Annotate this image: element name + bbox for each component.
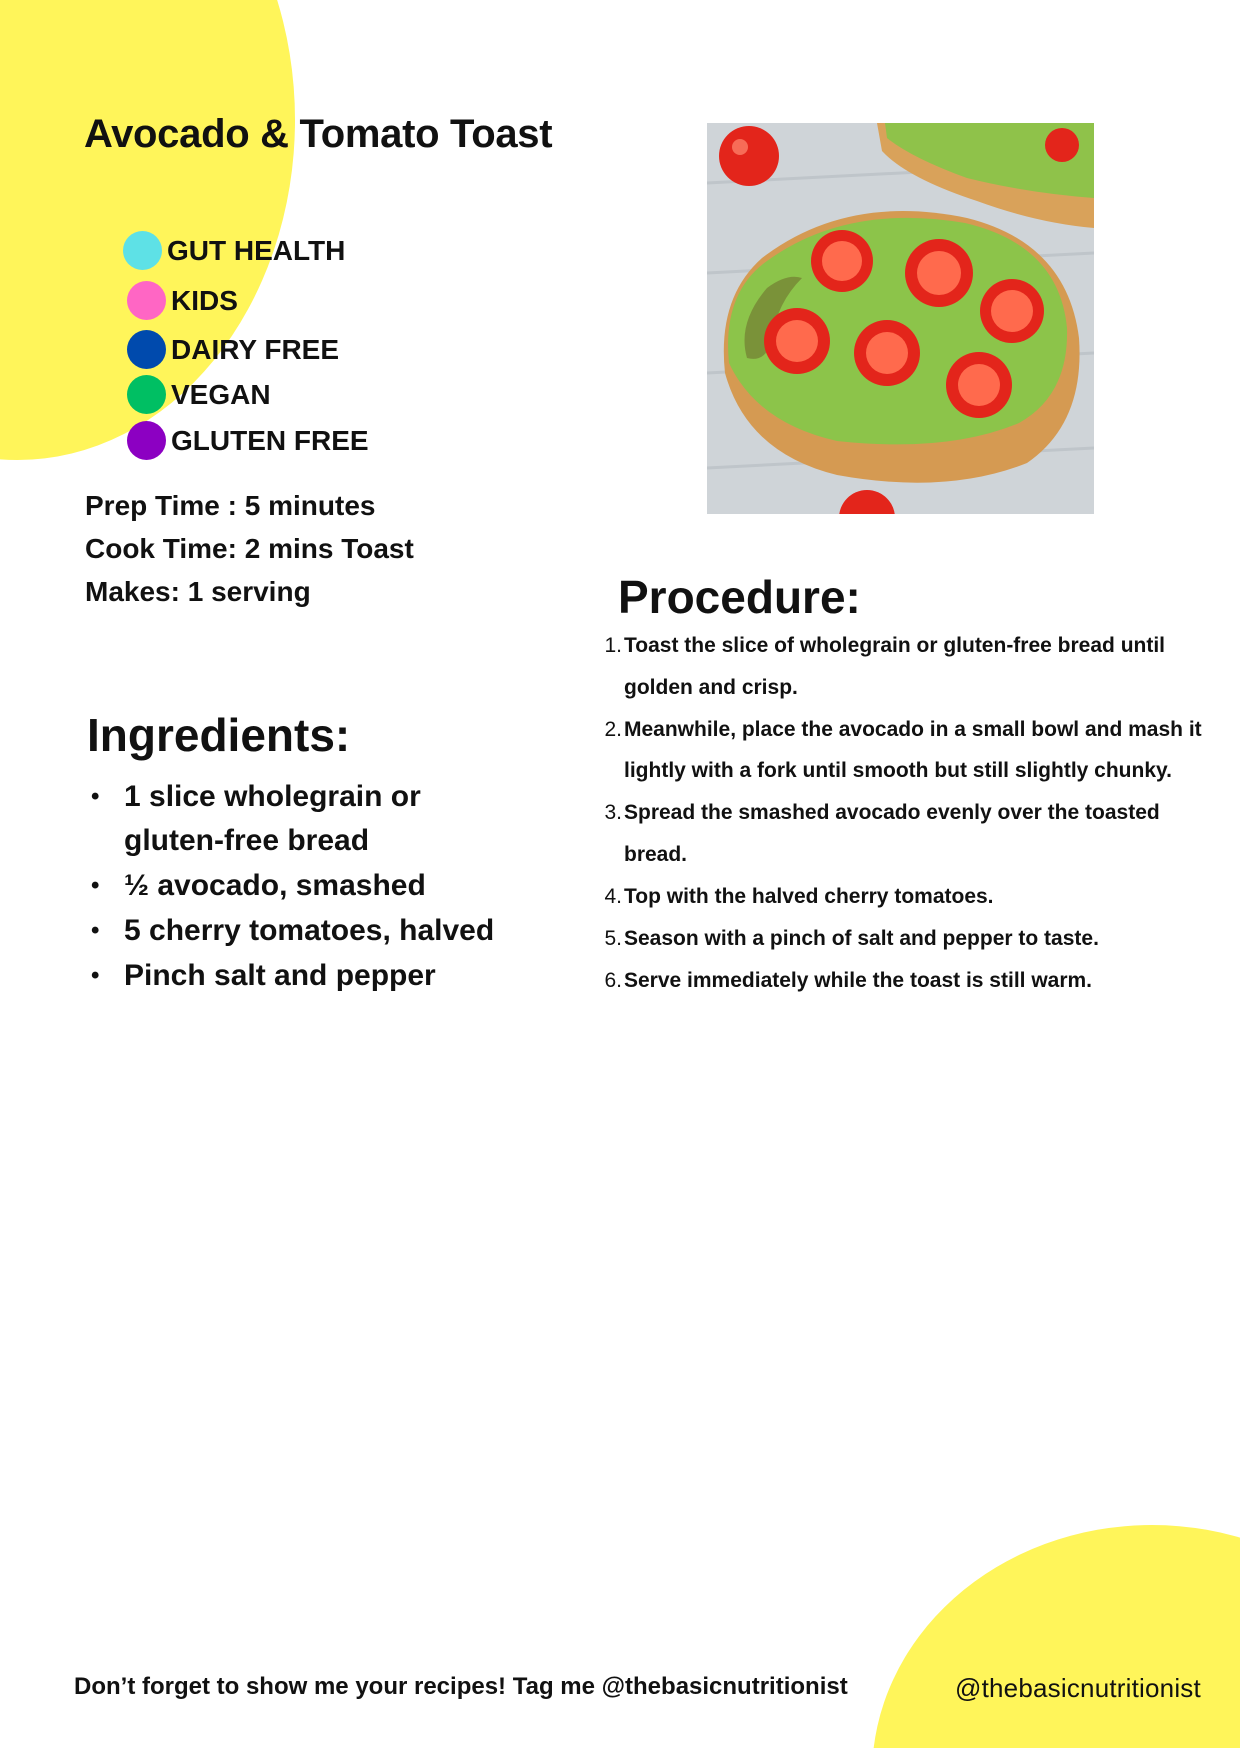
tag-gut-health <box>123 231 345 270</box>
bullet-icon: • <box>91 962 100 989</box>
step-number: 1. <box>604 634 622 657</box>
ingredient-text: 5 cherry tomatoes, halved <box>124 914 495 947</box>
procedure-step <box>598 960 1210 1002</box>
procedure-step <box>598 709 1210 792</box>
procedure-list <box>598 625 1210 1002</box>
gluten-free-dot-icon <box>127 421 166 460</box>
ingredient-text: 1 slice wholegrain or gluten-free bread <box>124 780 421 857</box>
step-text: Meanwhile, place the avocado in a small bowl and mash it lightly with a fork until smooth but still slightly chunky. <box>624 717 1202 782</box>
bullet-icon: • <box>91 783 100 810</box>
ingredients-list <box>85 775 525 999</box>
ingredient-item <box>85 864 525 908</box>
dairy-free-dot-icon <box>127 330 166 369</box>
food-photo-icon <box>707 123 1094 514</box>
ingredient-item <box>85 954 525 998</box>
tag-gluten-free <box>127 421 369 460</box>
recipe-info <box>85 484 414 613</box>
step-number: 4. <box>604 884 622 908</box>
makes: Makes: 1 serving <box>85 576 311 607</box>
ingredient-text: Pinch salt and pepper <box>124 959 436 992</box>
step-text: Top with the halved cherry tomatoes. <box>624 884 994 908</box>
procedure-step <box>598 792 1210 875</box>
step-number: 2. <box>604 717 622 741</box>
tag-vegan <box>127 375 271 414</box>
avocado-tomato-toast-photo <box>707 123 1094 514</box>
recipe-title: Avocado & Tomato Toast <box>84 112 553 156</box>
step-text: Serve immediately while the toast is still warm. <box>624 968 1093 992</box>
bullet-icon: • <box>91 872 100 899</box>
tag-label: DAIRY FREE <box>171 333 340 365</box>
ingredient-item <box>85 909 525 953</box>
procedure-step <box>598 918 1210 960</box>
step-text: Season with a pinch of salt and pepper to taste. <box>624 926 1099 950</box>
tag-label: GLUTEN FREE <box>171 424 369 456</box>
footer-handle: @thebasicnutritionist <box>955 1673 1201 1703</box>
ingredients-heading: Ingredients: <box>87 709 351 761</box>
footer-message: Don’t forget to show me your recipes! Tag me @thebasicnutritionist <box>74 1673 848 1700</box>
gut-health-dot-icon <box>123 231 162 270</box>
tag-label: VEGAN <box>171 378 271 410</box>
procedure-step <box>598 625 1210 708</box>
step-number: 3. <box>604 801 622 824</box>
ingredient-text: ½ avocado, smashed <box>124 869 426 902</box>
procedure-heading: Procedure: <box>618 571 861 623</box>
step-text: Spread the smashed avocado evenly over the toasted bread. <box>624 801 1160 866</box>
tag-label: GUT HEALTH <box>167 234 346 266</box>
bullet-icon: • <box>91 917 100 944</box>
step-number: 6. <box>604 968 622 992</box>
cook-time: Cook Time: 2 mins Toast <box>85 533 414 564</box>
tag-kids <box>127 281 238 320</box>
step-text: Toast the slice of wholegrain or gluten-free bread until golden and crisp. <box>624 634 1166 699</box>
decorative-yellow-circle-bottom-right <box>872 1525 1240 1748</box>
ingredient-item <box>85 775 525 863</box>
procedure-step <box>598 876 1210 918</box>
kids-dot-icon <box>127 281 166 320</box>
tag-dairy-free <box>127 330 339 369</box>
tag-label: KIDS <box>171 284 238 316</box>
prep-time: Prep Time : 5 minutes <box>85 490 376 521</box>
vegan-dot-icon <box>127 375 166 414</box>
step-number: 5. <box>604 926 622 950</box>
